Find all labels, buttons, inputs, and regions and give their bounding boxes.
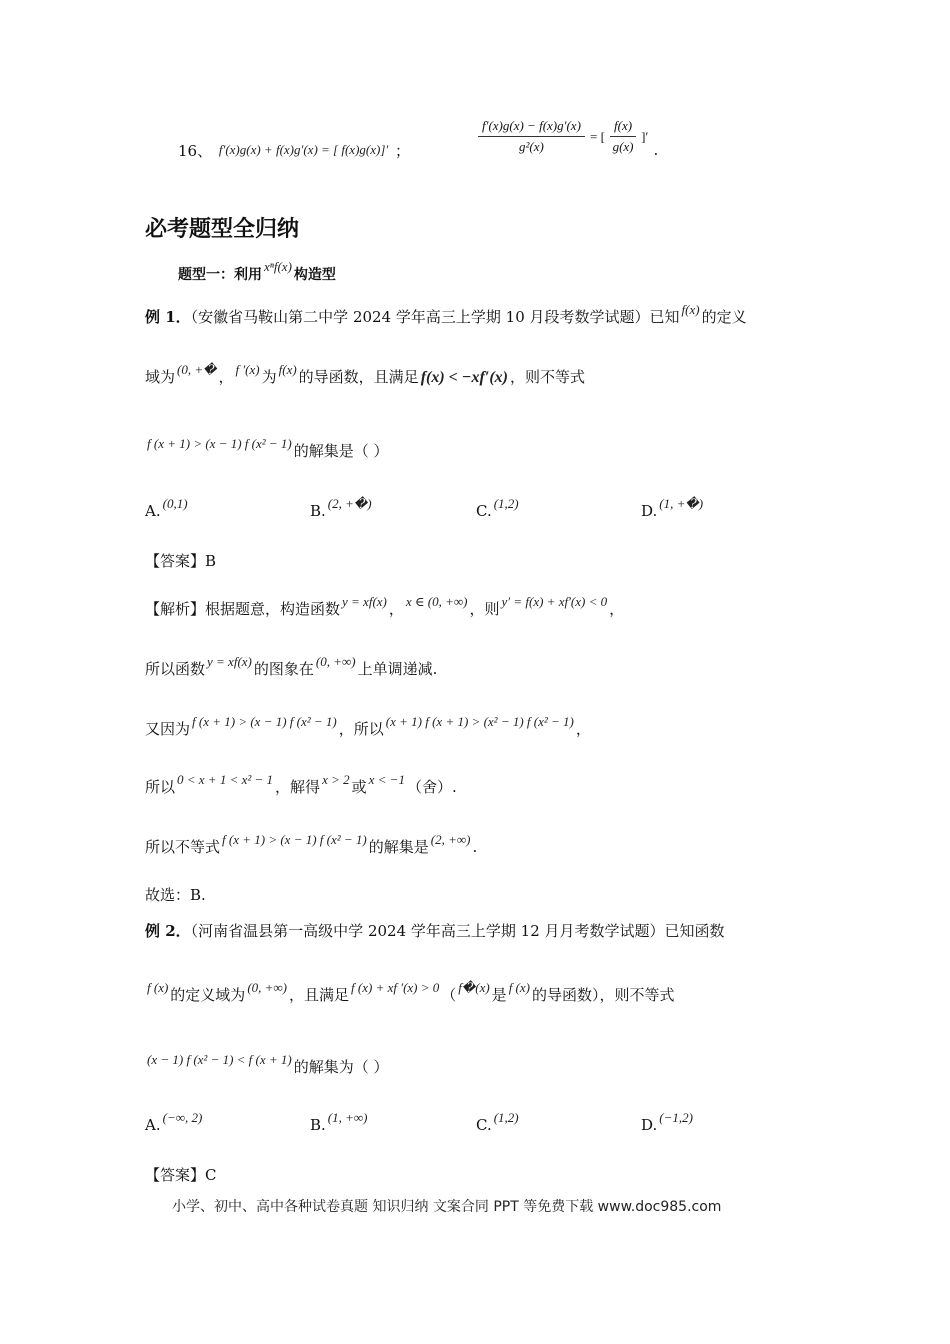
- ex2-source: （河南省温县第一高级中学 2024 学年高三上学期 12 月月考数学试题）已知函数: [190, 922, 725, 940]
- option-label: C.: [476, 502, 492, 520]
- quotient-fraction-2: [610, 118, 636, 155]
- quotient-fraction: [478, 118, 585, 155]
- ex1-option-d: [641, 496, 705, 520]
- subheading-math: xⁿf(x): [264, 259, 292, 274]
- ex1-solution-5: [145, 832, 478, 859]
- ex2-option-b: [310, 1110, 370, 1134]
- option-value: (2, +�): [327, 496, 372, 511]
- solution-text: .: [472, 838, 478, 856]
- option-value: (1, +∞): [327, 1110, 368, 1125]
- option-value: (−∞, 2): [162, 1110, 203, 1125]
- fraction2-denominator: g(x): [612, 139, 634, 154]
- solution-math: (0, +∞): [315, 654, 356, 669]
- solution-text: ，: [388, 600, 404, 618]
- ex2-option-d: [641, 1110, 695, 1134]
- section-heading: 必考题型全归纳: [145, 217, 300, 242]
- solution-text: 【解析】根据题意，构造函数: [145, 600, 341, 618]
- ex1-text: ，则不等式: [509, 368, 585, 386]
- ex1-solution-3: [145, 714, 591, 741]
- ex2-text: （: [441, 986, 457, 1004]
- option-label: D.: [641, 502, 658, 520]
- item-16: [178, 140, 410, 163]
- ex1-line1: [145, 302, 747, 329]
- ex1-source: （安徽省马鞍山第二中学 2024 学年高三上学期 10 月段考数学试题）已知: [190, 308, 680, 326]
- option-value: (−1,2): [659, 1110, 693, 1125]
- ex2-text: 是: [491, 986, 507, 1004]
- separator: ；: [395, 142, 411, 160]
- ex1-line3: [145, 436, 389, 463]
- solution-math: x < −1: [368, 772, 405, 787]
- option-label: B.: [310, 502, 326, 520]
- solution-text: ，解得: [275, 778, 321, 796]
- solution-math: y = xf(x): [207, 654, 252, 669]
- ex2-line3: [145, 1052, 389, 1079]
- option-label: A.: [145, 502, 161, 520]
- ex1-option-c: [476, 496, 521, 520]
- ex2-line2: [145, 980, 675, 1007]
- ex2-inequality: (x − 1) f (x² − 1) < f (x + 1): [147, 1052, 292, 1067]
- ex2-domain: (0, +∞): [247, 980, 288, 995]
- ex2-text: ，且满足: [289, 986, 350, 1004]
- ex2-text: 的解集为（ ）: [293, 1058, 389, 1076]
- solution-text: 或: [351, 778, 367, 796]
- option-value: (1,2): [493, 496, 519, 511]
- ex1-text: 域为: [145, 368, 176, 386]
- ex2-fprime: f�(x): [458, 980, 490, 995]
- ex2-f: f (x): [147, 980, 169, 995]
- subheading-prefix: 题型一：利用: [178, 267, 262, 283]
- solution-math: y = xf(x): [342, 594, 387, 609]
- derivative-product-formula: f′(x)g(x) + f(x)g′(x) = [ f(x)g(x)]′: [218, 142, 389, 157]
- ex1-domain: (0, +�: [177, 362, 217, 377]
- ex1-answer: 【答案】B: [145, 552, 217, 570]
- ex1-fprime: f ′(x): [235, 362, 260, 377]
- solution-text: （舍）.: [406, 778, 457, 796]
- option-value: (1, +�): [659, 496, 704, 511]
- solution-text: 所以: [145, 778, 176, 796]
- ex2-text: 的定义域为: [170, 986, 246, 1004]
- equals-bracket: = [: [590, 128, 605, 144]
- footer-link-text[interactable]: 小学、初中、高中各种试卷真题 知识归纳 文案合同 PPT 等免费下载 www.doc985.com: [172, 1199, 722, 1215]
- ex1-text: 的解集是（ ）: [293, 442, 389, 460]
- ex1-solution-2: [145, 654, 438, 681]
- ex1-line2: [145, 362, 585, 389]
- period: .: [653, 141, 659, 159]
- ex1-solution-1: [145, 594, 625, 621]
- ex2-answer: 【答案】C: [145, 1166, 217, 1184]
- option-label: B.: [310, 1116, 326, 1134]
- ex2-condition: f (x) + xf ′(x) > 0: [351, 980, 440, 995]
- solution-text: 上单调递减.: [357, 660, 438, 678]
- close-bracket: ]′: [641, 128, 649, 144]
- option-label: D.: [641, 1116, 658, 1134]
- option-value: (0,1): [162, 496, 188, 511]
- solution-math: f (x + 1) > (x − 1) f (x² − 1): [192, 714, 337, 729]
- fraction2-numerator: f(x): [610, 118, 636, 137]
- solution-math: 0 < x + 1 < x² − 1: [177, 772, 274, 787]
- option-label: C.: [476, 1116, 492, 1134]
- solution-math: x ∈ (0, +∞): [405, 594, 468, 609]
- ex1-text: 的导函数，且满足: [298, 368, 419, 386]
- solution-math: y′ = f(x) + xf′(x) < 0: [501, 594, 608, 609]
- ex1-inequality: f (x + 1) > (x − 1) f (x² − 1): [147, 436, 292, 451]
- ex2-f2: f (x): [508, 980, 530, 995]
- ex2-option-a: [145, 1110, 204, 1134]
- solution-text: 所以函数: [145, 660, 206, 678]
- ex1-solution-4: [145, 772, 457, 799]
- solution-text: ，则: [469, 600, 500, 618]
- ex1-label: 例 1．: [145, 308, 191, 326]
- option-label: A.: [145, 1116, 161, 1134]
- subheading: [178, 259, 336, 284]
- solution-math: (x + 1) f (x + 1) > (x² − 1) f (x² − 1): [385, 714, 574, 729]
- item-number: 16、: [178, 142, 213, 160]
- option-value: (1,2): [493, 1110, 519, 1125]
- solution-math: x > 2: [322, 772, 350, 787]
- ex1-f2: f(x): [278, 362, 297, 377]
- solution-text: ，: [609, 600, 625, 618]
- solution-text: 所以不等式: [145, 838, 221, 856]
- ex1-condition: f(x) < −xf′(x): [420, 369, 508, 386]
- solution-text: ，所以: [338, 720, 384, 738]
- ex1-option-a: [145, 496, 190, 520]
- ex1-choose: 故选：B.: [145, 886, 206, 904]
- solution-text: 的图象在: [253, 660, 314, 678]
- solution-text: ，: [575, 720, 591, 738]
- ex1-option-b: [310, 496, 374, 520]
- ex1-text: 为: [261, 368, 277, 386]
- derivative-quotient-formula: [478, 118, 659, 159]
- ex1-text1: 的定义: [701, 308, 747, 326]
- subheading-suffix: 构造型: [293, 267, 336, 283]
- fraction-numerator: f′(x)g(x) − f(x)g′(x): [478, 118, 585, 137]
- ex1-text: ，: [218, 368, 234, 386]
- solution-text: 又因为: [145, 720, 191, 738]
- ex2-line1: [145, 920, 725, 942]
- ex2-text: 的导函数），则不等式: [531, 986, 675, 1004]
- solution-math: (2, +∞): [430, 832, 471, 847]
- fraction-denominator: g²(x): [519, 139, 544, 154]
- ex1-f: f(x): [681, 302, 700, 317]
- solution-text: 的解集是: [368, 838, 429, 856]
- ex2-option-c: [476, 1110, 521, 1134]
- solution-math: f (x + 1) > (x − 1) f (x² − 1): [222, 832, 367, 847]
- ex2-label: 例 2．: [145, 922, 191, 940]
